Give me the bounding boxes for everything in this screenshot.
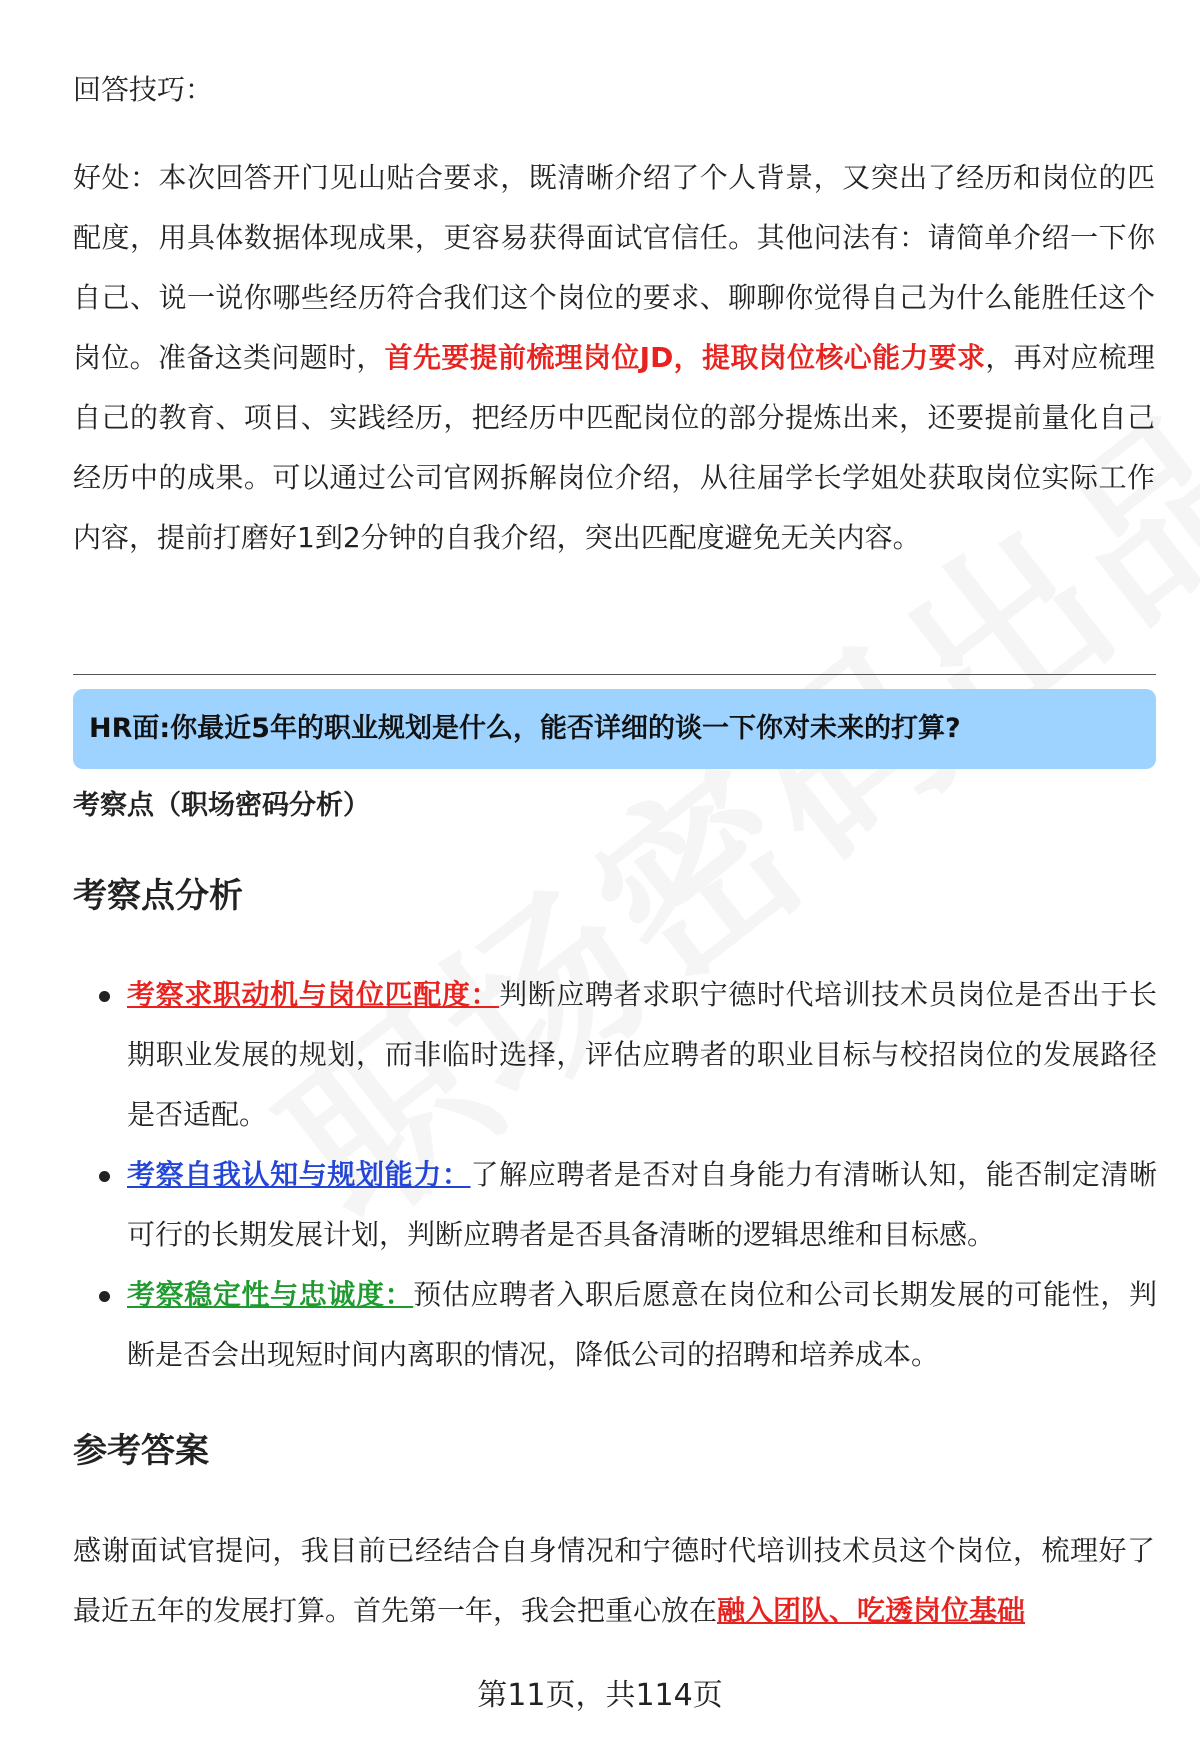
bullet-text: 预估应聘者入职后愿意在岗位和公司长期发展的可能性，判断是否会出现短时间内离职的情况，降低公司的招聘和培养成本。 <box>127 1278 1157 1371</box>
question-banner: HR面:你最近5年的职业规划是什么，能否详细的谈一下你对未来的打算? <box>73 689 1156 769</box>
bullet-key: 考察求职动机与岗位匹配度： <box>127 978 500 1011</box>
analysis-heading: 考察点分析 <box>73 876 243 916</box>
bullet-dot <box>99 991 110 1002</box>
section-divider <box>73 674 1156 675</box>
subheading: 考察点（职场密码分析） <box>73 790 370 821</box>
bullet-text: 了解应聘者是否对自身能力有清晰认知，能否制定清晰可行的长期发展计划，判断应聘者是否具备清晰的逻辑思维和目标感。 <box>127 1158 1157 1251</box>
benefit-text-2: ，再对应梳理自己的教育、项目、实践经历，把经历中匹配岗位的部分提炼出来，还要提前量化自己经历中的成果。可以通过公司官网拆解岗位介绍，从往届学长学姐处获取岗位实际工作内容，提前打磨好1到2分钟的自我介绍，突出匹配度避免无关内容。 <box>73 341 1155 554</box>
page-number: 第11页，共114页 <box>477 1678 723 1713</box>
benefit-highlight: 首先要提前梳理岗位JD，提取岗位核心能力要求 <box>384 341 986 374</box>
reference-highlight: 融入团队、吃透岗位基础 <box>717 1594 1026 1627</box>
benefit-paragraph <box>73 148 1155 568</box>
list-item <box>127 965 1157 1145</box>
list-item <box>127 1265 1157 1385</box>
bullet-dot <box>99 1291 110 1302</box>
reference-paragraph <box>73 1521 1155 1641</box>
list-item <box>127 1145 1157 1265</box>
analysis-list <box>127 965 1157 1385</box>
reference-heading: 参考答案 <box>73 1431 209 1471</box>
bullet-text: 判断应聘者求职宁德时代培训技术员岗位是否出于长期职业发展的规划，而非临时选择，评估应聘者的职业目标与校招岗位的发展路径是否适配。 <box>127 978 1157 1131</box>
bullet-key: 考察稳定性与忠诚度： <box>127 1278 414 1311</box>
bullet-dot <box>99 1171 110 1182</box>
bullet-key: 考察自我认知与规划能力： <box>127 1158 471 1191</box>
answer-tips-label: 回答技巧： <box>73 73 214 106</box>
benefit-text-1: 好处：本次回答开门见山贴合要求，既清晰介绍了个人背景，又突出了经历和岗位的匹配度，用具体数据体现成果，更容易获得面试官信任。其他问法有：请简单介绍一下你自己、说一说你哪些经历符合我们这个岗位的要求、聊聊你觉得自己为什么能胜任这个岗位。准备这类问题时， <box>73 161 1155 374</box>
reference-text: 感谢面试官提问，我目前已经结合自身情况和宁德时代培训技术员这个岗位，梳理好了最近五年的发展打算。首先第一年，我会把重心放在 <box>73 1534 1155 1627</box>
